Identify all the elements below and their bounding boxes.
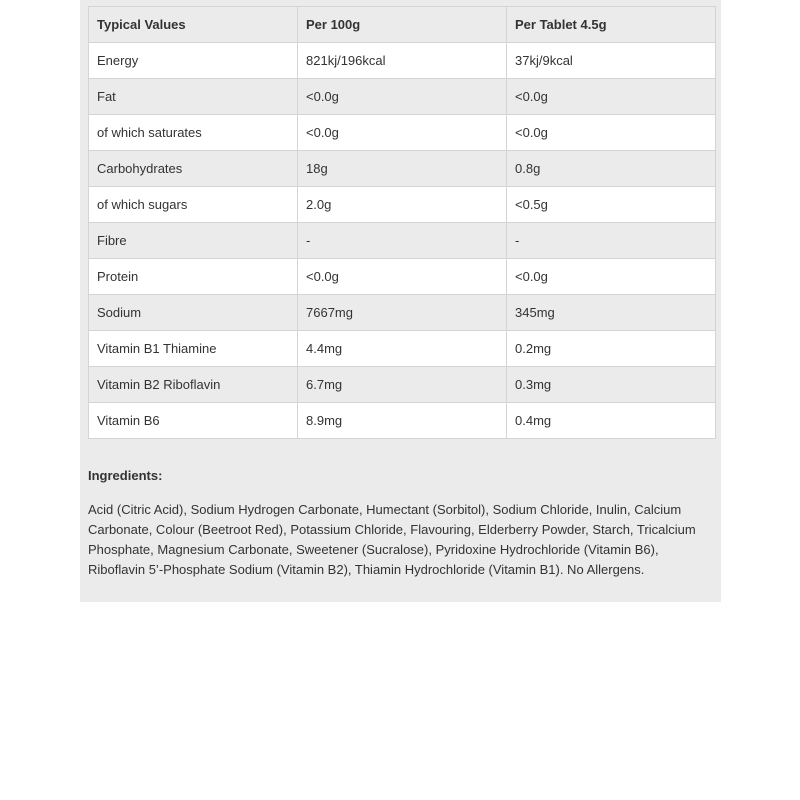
header-per-100g: Per 100g <box>298 7 507 43</box>
value-per-tablet: 0.8g <box>507 151 716 187</box>
value-per-tablet: - <box>507 223 716 259</box>
nutrient-name: Sodium <box>89 295 298 331</box>
nutrient-name: Fibre <box>89 223 298 259</box>
ingredients-heading: Ingredients: <box>88 468 163 483</box>
value-per-tablet: <0.5g <box>507 187 716 223</box>
value-per-100g: 821kj/196kcal <box>298 43 507 79</box>
value-per-100g: 7667mg <box>298 295 507 331</box>
table-row <box>89 151 716 187</box>
nutrient-name: Vitamin B1 Thiamine <box>89 331 298 367</box>
table-row <box>89 295 716 331</box>
table-row <box>89 115 716 151</box>
value-per-100g: 4.4mg <box>298 331 507 367</box>
ingredients-text: Acid (Citric Acid), Sodium Hydrogen Carbonate, Humectant (Sorbitol), Sodium Chloride, Inulin, Calcium Carbonate, Colour (Beetroot Red), Potassium Chloride, Flavouring, Elderberry Powder, Starch, Tricalcium Phosphate, Magnesium Carbonate, Sweetener (Sucralose), Pyridoxine Hydrochloride (Vitamin B6), Riboflavin 5’-Phosphate Sodium (Vitamin B2), Thiamin Hydrochloride (Vitamin B1). No Allergens. <box>88 502 696 577</box>
nutrient-name: Vitamin B2 Riboflavin <box>89 367 298 403</box>
value-per-100g: <0.0g <box>298 115 507 151</box>
table-row <box>89 79 716 115</box>
value-per-100g: 18g <box>298 151 507 187</box>
table-row <box>89 403 716 439</box>
nutrient-name: Vitamin B6 <box>89 403 298 439</box>
value-per-tablet: 37kj/9kcal <box>507 43 716 79</box>
nutrition-panel <box>80 0 721 602</box>
value-per-tablet: 345mg <box>507 295 716 331</box>
value-per-100g: <0.0g <box>298 79 507 115</box>
value-per-100g: <0.0g <box>298 259 507 295</box>
value-per-tablet: 0.2mg <box>507 331 716 367</box>
value-per-tablet: 0.3mg <box>507 367 716 403</box>
nutrient-name: of which sugars <box>89 187 298 223</box>
nutrition-table <box>88 6 716 439</box>
header-per-tablet: Per Tablet 4.5g <box>507 7 716 43</box>
nutrient-name: Protein <box>89 259 298 295</box>
header-typical-values: Typical Values <box>89 7 298 43</box>
value-per-100g: 6.7mg <box>298 367 507 403</box>
nutrient-name: Fat <box>89 79 298 115</box>
nutrient-name: Carbohydrates <box>89 151 298 187</box>
value-per-tablet: <0.0g <box>507 259 716 295</box>
table-row <box>89 367 716 403</box>
value-per-100g: - <box>298 223 507 259</box>
nutrient-name: of which saturates <box>89 115 298 151</box>
value-per-tablet: <0.0g <box>507 79 716 115</box>
value-per-100g: 8.9mg <box>298 403 507 439</box>
nutrient-name: Energy <box>89 43 298 79</box>
value-per-100g: 2.0g <box>298 187 507 223</box>
table-row <box>89 223 716 259</box>
table-header-row <box>89 7 716 43</box>
value-per-tablet: <0.0g <box>507 115 716 151</box>
table-row <box>89 43 716 79</box>
table-row <box>89 259 716 295</box>
table-row <box>89 331 716 367</box>
value-per-tablet: 0.4mg <box>507 403 716 439</box>
table-row <box>89 187 716 223</box>
